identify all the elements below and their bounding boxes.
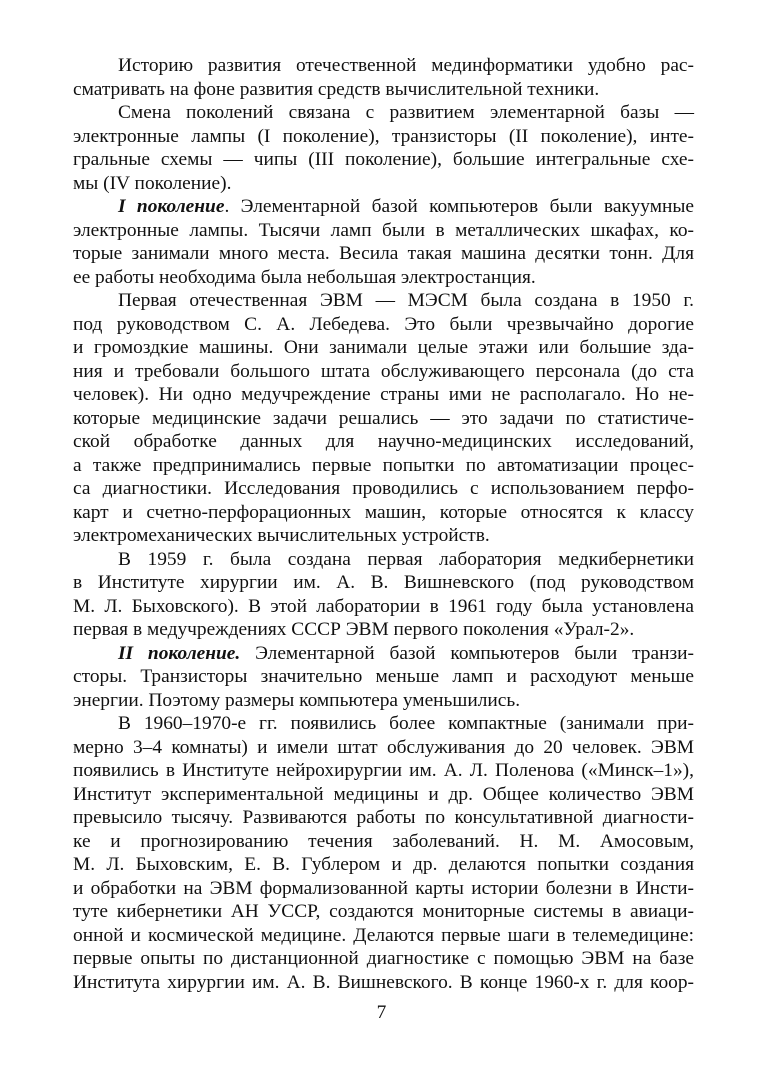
text-line: под руководством С. А. Лебедева. Это были чрезвычайно дорогие <box>73 313 694 335</box>
text-line-rest: . Элементарной базой компьютеров были вакуумные <box>224 196 694 217</box>
section-lead-first-generation: I поколение <box>118 196 225 217</box>
text-line: энергии. Поэтому размеры компьютера уменьшились. <box>73 689 521 711</box>
text-line: туте кибернетики АН УССР, создаются мониторные системы в авиаци- <box>73 901 694 922</box>
text-line: мы (IV поколение). <box>73 172 232 194</box>
page-number: 7 <box>376 1002 387 1023</box>
text-line: са диагностики. Исследования проводились с использованием перфо- <box>73 478 694 499</box>
text-line: ке и прогнозированию течения заболеваний. Н. М. Амосовым, <box>73 830 694 852</box>
text-line: онной и космической медицине. Делаются первые шаги в телемедицине: <box>73 924 694 946</box>
text-line: ее работы необходима была небольшая электростанция. <box>73 266 536 288</box>
text-line: электронные лампы. Тысячи ламп были в металлических шкафах, ко- <box>73 219 694 241</box>
page-body <box>73 54 694 994</box>
text-line: сматривать на фоне развития средств вычислительной техники. <box>73 78 600 100</box>
text-line <box>73 195 694 219</box>
text-line-rest: Элементарной базой компьютеров были транзи- <box>240 642 694 664</box>
text-line: сторы. Транзисторы значительно меньше ламп и расходуют меньше <box>73 666 694 687</box>
text-line: электромеханических вычислительных устройств. <box>73 525 490 546</box>
text-line: ской обработке данных для научно-медицинских исследований, <box>73 431 694 452</box>
paragraph-first-generation <box>73 195 694 289</box>
text-line: карт и счетно-перфорационных машин, которые относятся к классу <box>73 501 694 523</box>
text-line: человек). Ни одно медучреждение страны ими не располагало. Но не- <box>73 384 694 405</box>
text-line: ния и требовали большого штата обслуживающего персонала (до ста <box>73 360 694 382</box>
text-line: в Институте хирургии им. А. В. Вишневского (под руководством <box>73 572 694 593</box>
paragraph-1960s <box>73 712 694 994</box>
text-line: В 1959 г. была создана первая лаборатория медкибернетики <box>118 548 694 570</box>
text-line: Первая отечественная ЭВМ — МЭСМ была создана в 1950 г. <box>118 290 694 311</box>
text-line: мерно 3–4 комнаты) и имели штат обслуживания до 20 человек. ЭВМ <box>73 736 694 758</box>
paragraph-intro <box>73 54 694 101</box>
text-line: В 1960–1970-е гг. появились более компактные (занимали при- <box>118 713 694 734</box>
paragraph-second-generation <box>73 642 694 713</box>
paragraph-generations <box>73 101 694 195</box>
text-line: гральные схемы — чипы (III поколение), большие интегральные схе- <box>73 149 694 170</box>
text-line: которые медицинские задачи решались — это задачи по статистиче- <box>73 407 694 429</box>
text-line: Института хирургии им. А. В. Вишневского. В конце 1960-х г. для коор- <box>73 971 694 993</box>
text-line: появились в Институте нейрохирургии им. А. Л. Поленова («Минск–1»), <box>73 760 694 781</box>
text-line: Историю развития отечественной мединформатики удобно рас- <box>118 55 694 76</box>
text-line: и громоздкие машины. Они занимали целые этажи или большие зда- <box>73 337 694 358</box>
paragraph-mesm <box>73 289 694 548</box>
text-line: торые занимали много места. Весила такая машина десятки тонн. Для <box>73 243 694 264</box>
text-line: и обработки на ЭВМ формализованной карты истории болезни в Инсти- <box>73 877 694 899</box>
paragraph-medcybernetics-lab <box>73 548 694 642</box>
text-line: превысило тысячу. Развиваются работы по консультативной диагности- <box>73 807 694 828</box>
text-line <box>73 642 694 666</box>
text-line: Институт экспериментальной медицины и др. Общее количество ЭВМ <box>73 783 694 805</box>
text-line: М. Л. Быховским, Е. В. Гублером и др. делаются попытки создания <box>73 854 694 875</box>
text-line: М. Л. Быховского). В этой лаборатории в 1961 году была установлена <box>73 595 694 617</box>
section-lead-second-generation: II поколение. <box>118 642 241 664</box>
text-line: а также предпринимались первые попытки по автоматизации процес- <box>73 454 694 476</box>
text-line: Смена поколений связана с развитием элементарной базы — <box>118 102 694 123</box>
text-line: первые опыты по дистанционной диагностике с помощью ЭВМ на базе <box>73 948 694 969</box>
text-line: электронные лампы (I поколение), транзисторы (II поколение), инте- <box>73 125 694 147</box>
text-line: первая в медучреждениях СССР ЭВМ первого поколения «Урал-2». <box>73 619 635 640</box>
